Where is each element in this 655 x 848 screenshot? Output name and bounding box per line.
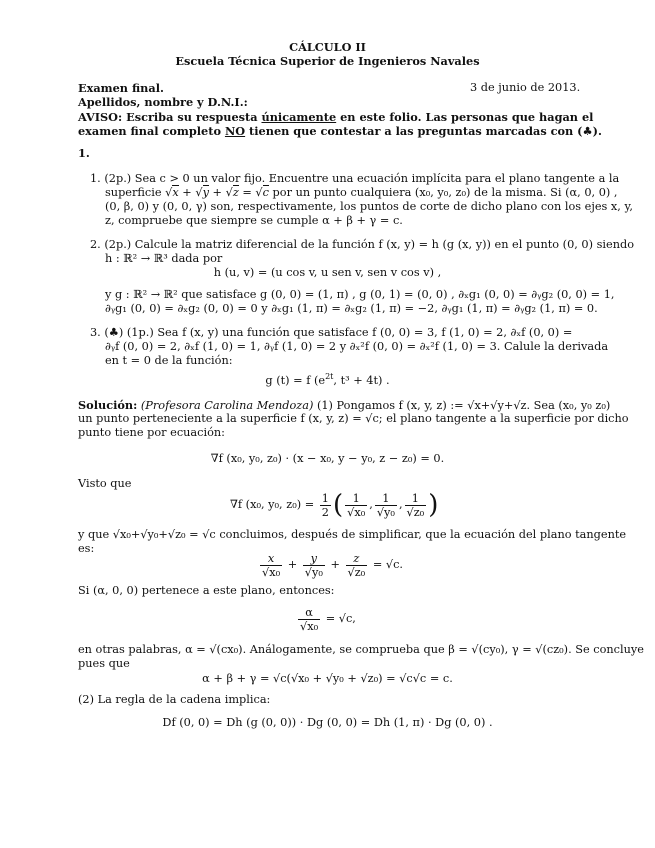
alpha-num: α: [298, 606, 320, 620]
solution-line-8: es:: [78, 542, 95, 555]
plane-num-x: x: [260, 552, 282, 566]
problem-1-line-3: (0, β, 0) y (0, 0, γ) son, respectivamente, los puntos de corte de dicho plano con los ejes x, y,: [105, 200, 633, 213]
chain-rule-equation: Df (0, 0) = Dh (g (0, 0)) · Dg (0, 0) = Dh (1, π) · Dg (0, 0) .: [162, 716, 493, 729]
sum-equation: α + β + γ = √c(√x₀ + √y₀ + √z₀) = √c√c = c.: [202, 672, 453, 685]
gradient-formula: ∇f (x₀, y₀, z₀) = $\frac{1}{2}$ ( $\frac{1}{\text{√x₀}}$ , $\frac{1}{\text{√y₀}}$ , $\frac{1}{\text{√z₀}}$ ): [230, 490, 439, 520]
problem-2-line-2: h : ℝ² → ℝ³ dada por: [105, 252, 223, 265]
visto-que: Visto que: [78, 477, 132, 490]
solution-line-2: un punto perteneciente a la superficie f (x, y, z) = √c; el plano tangente a la superficie por dicho: [78, 412, 629, 425]
solution-intro: (1) Pongamos f (x, y, z) := √x+√y+√z. Sea (x₀, y₀ z₀): [313, 399, 611, 412]
p1-t1: superficie √: [105, 186, 173, 199]
alpha-equation: [296, 602, 356, 636]
grad-num-2: 1: [375, 492, 397, 506]
exam-label: Examen final.: [78, 81, 164, 95]
name-line: Apellidos, nombre y D.N.I.:: [78, 95, 248, 109]
solution-line-10: Si (α, 0, 0) pertenece a este plano, entonces:: [78, 584, 335, 597]
p1-t4: y: [202, 186, 209, 199]
notice-line-1: [78, 110, 593, 124]
solution-author: (Profesora Carolina Mendoza): [137, 399, 314, 412]
notice-underline-2: NO: [224, 124, 246, 138]
p1-t9: por un punto cualquiera (x₀, y₀, z₀) de la misma. Si (α, 0, 0) ,: [268, 186, 618, 199]
p1-t5: + √: [208, 186, 233, 199]
problem-2-formula: h (u, v) = (u cos v, u sen v, sen v cos v) ,: [213, 266, 442, 279]
problem-3-line-2: ∂ᵧf (0, 0) = 2, ∂ₓf (1, 0) = 1, ∂ᵧf (1, 0) = 2 y ∂ₓ²f (0, 0) = ∂ₓ²f (1, 0) = 3. Calule la derivada: [105, 340, 609, 353]
tangent-plane-equation: ∇f (x₀, y₀, z₀) · (x − x₀, y − y₀, z − z₀) = 0.: [210, 452, 445, 465]
half-den: 2: [321, 505, 329, 519]
plane-den-x: √x₀: [262, 565, 281, 579]
p3-f1: g (t) = f (e: [265, 374, 326, 387]
plane-frac-z: [346, 552, 368, 579]
grad-frac-3: [405, 492, 427, 519]
problem-3-line-1: 3. (♣) (1p.) Sea f (x, y) una función que satisface f (0, 0) = 3, f (1, 0) = 2, ∂ₓf (0, 0) =: [90, 326, 573, 339]
plane-den-z: √z₀: [347, 565, 366, 579]
alpha-rhs: = √c,: [325, 612, 356, 625]
alpha-fraction: [298, 606, 320, 633]
plane-frac-x: [260, 552, 282, 579]
problem-3-line-3: en t = 0 de la función:: [105, 354, 233, 367]
exam-date: 3 de junio de 2013.: [470, 81, 581, 94]
solution-line-7: y que √x₀+√y₀+√z₀ = √c concluimos, después de simplificar, que la ecuación del plano tangente: [78, 528, 627, 541]
plane-den-y: √y₀: [304, 565, 323, 579]
grad-den-3: √z₀: [406, 505, 425, 519]
grad-den-2: √y₀: [376, 505, 395, 519]
p3-f2: 2t: [325, 372, 334, 381]
notice-b: en este folio. Las personas que hagan el: [336, 110, 594, 124]
p1-t2: x: [172, 186, 179, 199]
solution-line-15: (2) La regla de la cadena implica:: [78, 693, 271, 706]
grad-frac-2: [375, 492, 397, 519]
grad-frac-1: [345, 492, 367, 519]
half-fraction: [320, 492, 331, 519]
grad-num-3: 1: [405, 492, 427, 506]
half-num: 1: [321, 491, 329, 505]
p1-t7: = √: [238, 186, 263, 199]
solution-line-3: punto tiene por ecuación:: [78, 426, 225, 439]
notice-d: tienen que contestar a las preguntas marcadas con (♣).: [245, 124, 602, 138]
notice-underline-1: únicamente: [261, 110, 337, 124]
problem-3-formula: [0, 370, 655, 388]
grad-num-1: 1: [345, 492, 367, 506]
plane-frac-y: [303, 552, 325, 579]
alpha-den: √x₀: [300, 619, 319, 633]
gradient-lhs: ∇f (x₀, y₀, z₀) =: [230, 498, 315, 511]
section-number: 1.: [78, 146, 90, 160]
school-name: Escuela Técnica Superior de Ingenieros Navales: [175, 54, 480, 68]
course-title: CÁLCULO II: [289, 40, 366, 54]
notice-a: AVISO: Escriba su respuesta: [78, 110, 262, 124]
problem-1-line-4: z, compruebe que siempre se cumple α + β + γ = c.: [105, 214, 403, 227]
p3-f3: , t³ + 4t) .: [333, 374, 390, 387]
problem-1-line-1: 1. (2p.) Sea c > 0 un valor fijo. Encuentre una ecuación implícita para el plano tangente a la: [90, 172, 620, 185]
plane-equation: $\frac{x}{\text{√x₀}}$ + $\frac{y}{\text{√y₀}}$ + $\frac{z}{\text{√z₀}}$ = √c.: [262, 551, 403, 579]
plane-num-z: z: [346, 552, 368, 566]
plane-rhs: = √c.: [372, 558, 403, 571]
p1-t6: z: [232, 186, 239, 199]
p1-t8: c: [262, 186, 269, 199]
problem-1-line-2: [105, 186, 618, 200]
notice-c: examen final completo: [78, 124, 225, 138]
problem-2-line-4: y g : ℝ² → ℝ² que satisface g (0, 0) = (1, π) , g (0, 1) = (0, 0) , ∂ₓg₁ (0, 0) = ∂ᵧg₂ (0, 0) = 1,: [105, 288, 615, 301]
solution-line-13: pues que: [78, 657, 130, 670]
plane-num-y: y: [303, 552, 325, 566]
solution-line-1: [78, 398, 610, 413]
notice-line-2: [78, 124, 602, 138]
p1-t3: + √: [178, 186, 203, 199]
problem-2-line-5: ∂ᵧg₁ (0, 0) = ∂ₓg₂ (0, 0) = 0 y ∂ₓg₁ (1, π) = ∂ₓg₂ (1, π) = −2, ∂ᵧg₁ (1, π) = ∂ᵧg₂ (1, π) = 0.: [105, 302, 598, 315]
solution-line-12: en otras palabras, α = √(cx₀). Análogamente, se comprueba que β = √(cy₀), γ = √(cz₀). Se concluye: [78, 643, 644, 656]
grad-den-1: √x₀: [347, 505, 366, 519]
solution-label: Solución:: [78, 398, 138, 412]
problem-2-line-1: 2. (2p.) Calcule la matriz diferencial de la función f (x, y) = h (g (x, y)) en el punto (0, 0) siendo: [90, 238, 635, 251]
